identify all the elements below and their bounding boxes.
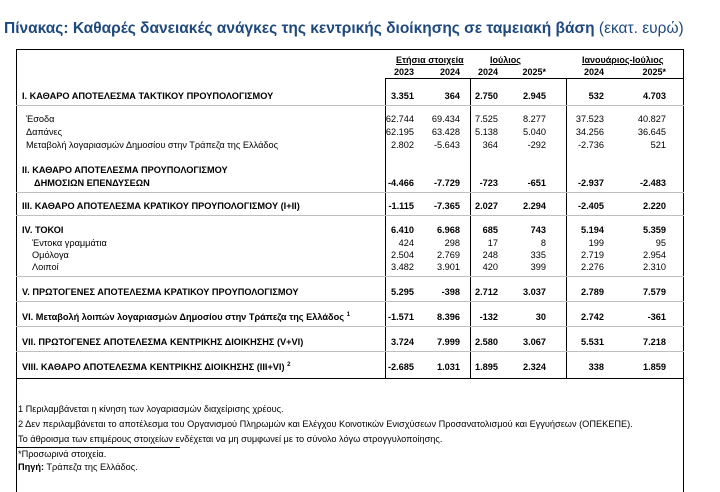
row-label-text: IV. ΤΟΚΟΙ — [22, 225, 64, 235]
row-value: -651 — [527, 178, 546, 188]
row-value: 95 — [655, 238, 666, 248]
row-divider — [16, 192, 684, 193]
footnote-marker: 1 — [346, 311, 350, 318]
row-label-text: Έσοδα — [26, 114, 55, 124]
left-border — [16, 49, 17, 492]
header-rule — [385, 78, 683, 79]
row-value: 685 — [482, 225, 498, 235]
row-label — [22, 312, 350, 322]
header-year-1: 2023 — [393, 67, 414, 77]
row-label — [32, 238, 107, 248]
row-value: 298 — [444, 238, 460, 248]
header-year-4: 2025* — [522, 67, 546, 77]
row-value: 30 — [535, 312, 546, 322]
row-label-text: I. ΚΑΘΑΡΟ ΑΠΟΤΕΛΕΣΜΑ ΤΑΚΤΙΚΟΥ ΠΡΟΥΠΟΛΟΓΙΣΜΟΥ — [22, 91, 274, 101]
row-value: 2.742 — [581, 312, 604, 322]
row-value: 532 — [588, 91, 604, 101]
right-border — [683, 49, 684, 492]
row-value: -132 — [479, 312, 498, 322]
row-value: -2.937 — [577, 178, 604, 188]
row-value: 37.523 — [575, 114, 604, 124]
row-label — [22, 362, 290, 372]
row-value: 8.396 — [437, 312, 460, 322]
row-value: 2.324 — [523, 362, 546, 372]
header-year-2: 2024 — [439, 67, 460, 77]
row-divider — [16, 105, 684, 106]
row-value: -723 — [479, 178, 498, 188]
row-label-text: VII. ΠΡΩΤΟΓΕΝΕΣ ΑΠΟΤΕΛΕΣΜΑ ΚΕΝΤΡΙΚΗΣ ΔΙΟΙΚΗΣΗΣ (V+VI) — [22, 337, 304, 347]
row-value: 2.276 — [581, 262, 604, 272]
table-title — [4, 20, 684, 38]
row-value: 34.256 — [575, 127, 604, 137]
row-value: 5.359 — [643, 225, 666, 235]
row-label-continued: ΔΗΜΟΣΙΩΝ ΕΠΕΝΔΥΣΕΩΝ — [34, 178, 150, 188]
source-note — [18, 462, 138, 472]
row-value: -361 — [647, 312, 666, 322]
row-value: 3.037 — [523, 287, 546, 297]
row-value: 199 — [588, 238, 604, 248]
row-value: 2.712 — [475, 287, 498, 297]
row-value: 62.744 — [385, 114, 414, 124]
row-value: 6.410 — [391, 225, 414, 235]
row-value: 399 — [530, 262, 546, 272]
row-label-text: Δαπάνες — [26, 127, 63, 137]
row-divider — [16, 276, 684, 277]
row-value: 248 — [482, 250, 498, 260]
footnote-provisional: *Προσωρινά στοιχεία. — [18, 449, 107, 459]
footnote-2: 2 Δεν περιλαμβάνεται το αποτέλεσμα του Οργανισμού Πληρωμών και Ελέγχου Κοινοτικών Ενισχύσεων Προσανατολισμού και Εγγυήσεων (ΟΠΕΚΕΠΕ). — [18, 419, 633, 429]
row-label-text: Μεταβολή λογαριασμών Δημοσίου στην Τράπεζα της Ελλάδος — [26, 140, 279, 150]
row-value: 2.750 — [475, 91, 498, 101]
row-value: 2.954 — [643, 250, 666, 260]
row-value: 5.138 — [475, 127, 498, 137]
row-value: 364 — [482, 140, 498, 150]
source-text: Πηγή: Τράπεζα της Ελλάδος. — [18, 462, 138, 472]
row-value: -7.365 — [433, 201, 460, 211]
row-label-text: Έντοκα γραμμάτια — [32, 238, 107, 248]
row-value: 2.504 — [391, 250, 414, 260]
row-value: -292 — [527, 140, 546, 150]
row-value: 63.428 — [431, 127, 460, 137]
row-label — [26, 140, 278, 150]
footnote-rounding: Το άθροισμα των επιμέρους στοιχείων ενδέχεται να μη συμφωνεί με το σύνολο λόγω στρογγυλοποίησης. — [18, 434, 443, 444]
row-value: 3.901 — [437, 262, 460, 272]
row-value: 2.789 — [581, 287, 604, 297]
row-label — [22, 337, 303, 347]
header-year-3: 2024 — [477, 67, 498, 77]
row-value: 7.218 — [643, 337, 666, 347]
row-value: 69.434 — [431, 114, 460, 124]
header-year-6: 2025* — [642, 67, 666, 77]
row-value: 1.031 — [437, 362, 460, 372]
row-value: -1.571 — [387, 312, 414, 322]
row-label-text: VI. Μεταβολή λοιπών λογαριασμών Δημοσίου στην Τράπεζα της Ελλάδος — [22, 312, 344, 322]
row-value: 62.195 — [385, 127, 414, 137]
row-value: 335 — [530, 250, 546, 260]
row-label — [22, 91, 273, 101]
row-value: 2.580 — [475, 337, 498, 347]
row-divider — [16, 301, 684, 302]
row-value: 17 — [487, 238, 498, 248]
row-value: 6.968 — [437, 225, 460, 235]
row-value: 2.220 — [643, 201, 666, 211]
row-value: -1.115 — [388, 201, 414, 211]
row-value: 40.827 — [637, 114, 666, 124]
row-value: 2.294 — [523, 201, 546, 211]
row-label-text: II. ΚΑΘΑΡΟ ΑΠΟΤΕΛΕΣΜΑ ΠΡΟΥΠΟΛΟΓΙΣΜΟΥ — [22, 165, 228, 175]
row-value: 5.531 — [581, 337, 604, 347]
row-value: 3.067 — [523, 337, 546, 347]
row-value: 424 — [398, 238, 414, 248]
row-value: -4.466 — [387, 178, 414, 188]
row-value: -2.405 — [577, 201, 604, 211]
row-value: 2.719 — [581, 250, 604, 260]
row-label — [26, 127, 62, 137]
row-value: 1.859 — [643, 362, 666, 372]
source-prefix: Πηγή: — [18, 462, 45, 472]
row-value: 420 — [482, 262, 498, 272]
row-value: -398 — [441, 287, 460, 297]
row-label — [32, 262, 59, 272]
row-value: -2.685 — [387, 362, 414, 372]
header-janjul: Ιανουάριος-Ιούλιος — [582, 55, 664, 65]
row-divider — [16, 326, 684, 327]
row-value: 5.040 — [523, 127, 546, 137]
row-divider — [16, 351, 684, 352]
header-year-5: 2024 — [583, 67, 604, 77]
row-value: 7.525 — [475, 114, 498, 124]
title-main: Πίνακας: Καθαρές δανειακές ανάγκες της κεντρικής διοίκησης σε ταμειακή βάση — [4, 20, 595, 37]
row-label-text: Ομόλογα — [32, 250, 69, 260]
row-label-text: V. ΠΡΩΤΟΓΕΝΕΣ ΑΠΟΤΕΛΕΣΜΑ ΚΡΑΤΙΚΟΥ ΠΡΟΥΠΟΛΟΓΙΣΜΟΥ — [22, 287, 299, 297]
row-label — [32, 250, 69, 260]
row-value: -2.736 — [577, 140, 604, 150]
row-value: -2.483 — [639, 178, 666, 188]
row-label — [22, 201, 300, 211]
row-value: 2.027 — [475, 201, 498, 211]
row-value: 4.703 — [643, 91, 666, 101]
row-value: 338 — [588, 362, 604, 372]
col-sep-annual — [470, 78, 471, 378]
row-value: 3.351 — [391, 91, 414, 101]
header-annual: Ετήσια στοιχεία — [396, 55, 464, 65]
row-label-text: III. ΚΑΘΑΡΟ ΑΠΟΤΕΛΕΣΜΑ ΚΡΑΤΙΚΟΥ ΠΡΟΥΠΟΛΟΓΙΣΜΟΥ (I+II) — [22, 201, 300, 211]
header-july: Ιούλιος — [490, 55, 521, 65]
row-label-text: VIII. ΚΑΘΑΡΟ ΑΠΟΤΕΛΕΣΜΑ ΚΕΝΤΡΙΚΗΣ ΔΙΟΙΚΗΣΗΣ (III+VI) — [22, 362, 285, 372]
col-sep-july — [566, 78, 567, 378]
row-value: 7.579 — [643, 287, 666, 297]
title-unit: (εκατ. ευρώ) — [598, 20, 684, 37]
row-value: 5.295 — [391, 287, 414, 297]
footnote-rule — [16, 447, 180, 448]
row-value: 3.482 — [391, 262, 414, 272]
row-value: 364 — [444, 91, 460, 101]
row-divider — [16, 215, 684, 216]
top-border — [16, 49, 684, 50]
row-value: -5.643 — [433, 140, 460, 150]
row-value: 2.310 — [643, 262, 666, 272]
row-value: 2.945 — [523, 91, 546, 101]
footnote-1: 1 Περιλαμβάνεται η κίνηση των λογαριασμών διαχείρισης χρέους. — [18, 404, 284, 414]
row-value: 5.194 — [581, 225, 604, 235]
row-value: 36.645 — [637, 127, 666, 137]
row-value: 8 — [540, 238, 546, 248]
row-value: 2.802 — [391, 140, 414, 150]
row-value: -7.729 — [433, 178, 460, 188]
row-label — [22, 225, 63, 235]
row-label-text: Λοιποί — [32, 262, 59, 272]
row-value: 521 — [650, 140, 666, 150]
table-bottom-rule — [16, 378, 684, 379]
row-value: 3.724 — [391, 337, 414, 347]
row-value: 7.999 — [437, 337, 460, 347]
row-value: 2.769 — [437, 250, 460, 260]
row-value: 1.895 — [475, 362, 498, 372]
row-label — [22, 165, 228, 175]
footnote-marker: 2 — [287, 361, 291, 368]
row-value: 8.277 — [523, 114, 546, 124]
row-label — [22, 287, 299, 297]
row-label — [26, 114, 54, 124]
row-value: 743 — [530, 225, 546, 235]
